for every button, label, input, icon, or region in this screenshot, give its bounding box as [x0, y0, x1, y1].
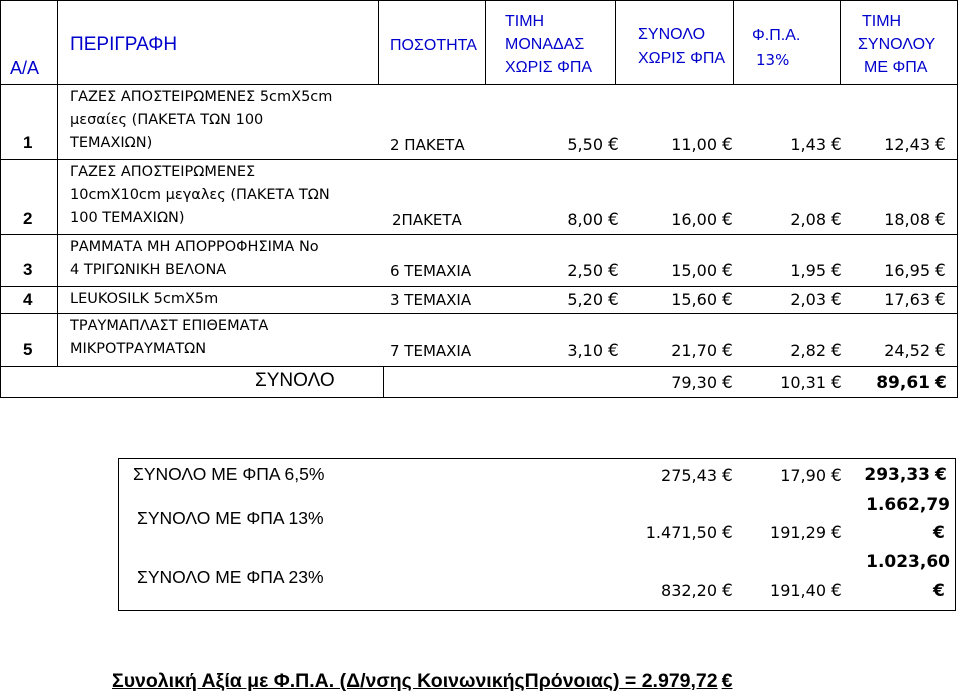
- summary-left-border: [118, 458, 119, 611]
- header-bottom-border: [0, 84, 957, 85]
- row-number: 4: [23, 290, 33, 309]
- euro-icon: €: [831, 466, 842, 486]
- euro-icon: €: [608, 290, 619, 310]
- summary-vat: 17,90: [780, 466, 826, 485]
- euro-icon: €: [608, 341, 619, 361]
- header-unit-price: ΤΙΜΗ ΜΟΝΑΔΑΣ ΧΩΡΙΣ ΦΠΑ: [505, 13, 593, 76]
- col-border: [0, 0, 1, 398]
- euro-icon: €: [722, 261, 733, 281]
- sum-total: 79,30: [671, 373, 717, 392]
- row-vat: 2,03: [790, 290, 826, 309]
- row-quantity: 2 ΠΑΚΕΤΑ: [390, 136, 465, 154]
- euro-icon: €: [831, 290, 842, 310]
- row-total: 11,00: [671, 135, 717, 154]
- euro-icon: €: [935, 373, 947, 393]
- row-quantity: 2ΠΑΚΕΤΑ: [392, 211, 462, 229]
- euro-icon: €: [935, 210, 946, 230]
- euro-icon: €: [722, 523, 733, 543]
- row-number: 5: [23, 340, 33, 359]
- euro-icon: €: [831, 135, 842, 155]
- euro-icon: €: [608, 261, 619, 281]
- sum-label: ΣΥΝΟΛΟ: [255, 370, 335, 391]
- row-total: 15,60: [671, 290, 717, 309]
- row-description: LEUKOSILK 5cmX5m: [70, 291, 219, 307]
- sum-vat: 10,31: [780, 373, 826, 392]
- summary-label: ΣΥΝΟΛΟ ΜΕ ΦΠΑ 23%: [137, 567, 324, 587]
- row-vat: 1,95: [790, 261, 826, 280]
- row-unit-price: 8,00: [567, 210, 603, 229]
- header-total-with-vat: ΤΙΜΗ ΣΥΝΟΛΟΥ ΜΕ ΦΠΑ: [858, 13, 936, 76]
- row-grand-total: 16,95: [884, 261, 930, 280]
- euro-icon: €: [722, 466, 733, 486]
- header-description: ΠΕΡΙΓΡΑΦΗ: [70, 34, 178, 55]
- col-border: [378, 0, 379, 85]
- summary-top-border: [118, 458, 956, 459]
- table-top-border: [0, 0, 957, 1]
- euro-icon: €: [933, 523, 945, 543]
- euro-icon: €: [721, 670, 733, 692]
- summary-grand-total: 1.662,79: [866, 495, 950, 515]
- row-unit-price: 3,10: [567, 341, 603, 360]
- summary-label: ΣΥΝΟΛΟ ΜΕ ΦΠΑ 13%: [137, 508, 324, 528]
- euro-icon: €: [935, 341, 946, 361]
- col-border: [733, 0, 734, 85]
- row-description: ΓΑΖΕΣ ΑΠΟΣΤΕΙΡΩΜΕΝΕΣ 5cmX5cm μεσαίες (ΠΑΚΕΤΑ ΤΩΝ 100 ΤΕΜΑΧΙΩΝ): [70, 89, 333, 151]
- row-description: ΓΑΖΕΣ ΑΠΟΣΤΕΙΡΩΜΕΝΕΣ 10cmX10cm μεγαλες (ΠΑΚΕΤΑ ΤΩΝ 100 ΤΕΜΑΧΙΩΝ): [70, 164, 330, 226]
- row-description: ΡΑΜΜΑΤΑ ΜΗ ΑΠΟΡΡΟΦΗΣΙΜΑ No 4 ΤΡΙΓΩΝΙΚΗ ΒΕΛΟΝΑ: [70, 239, 319, 278]
- row-unit-price: 5,20: [567, 290, 603, 309]
- row-border: [0, 366, 957, 367]
- summary-total: 275,43: [661, 466, 717, 485]
- row-number: 1: [23, 133, 33, 152]
- summary-grand-total: 1.023,60: [866, 552, 950, 572]
- header-quantity: ΠΟΣΟΤΗΤΑ: [390, 37, 477, 54]
- row-vat: 2,08: [790, 210, 826, 229]
- euro-icon: €: [831, 523, 842, 543]
- table-bottom-border: [0, 397, 957, 398]
- summary-total: 832,20: [661, 581, 717, 600]
- row-quantity: 7 ΤΕΜΑΧΙΑ: [390, 342, 472, 360]
- euro-icon: €: [722, 135, 733, 155]
- row-total: 15,00: [671, 261, 717, 280]
- euro-icon: €: [935, 261, 946, 281]
- euro-icon: €: [831, 581, 842, 601]
- row-grand-total: 18,08: [884, 210, 930, 229]
- row-grand-total: 24,52: [884, 341, 930, 360]
- summary-vat: 191,40: [770, 581, 826, 600]
- euro-icon: €: [722, 210, 733, 230]
- euro-icon: €: [608, 135, 619, 155]
- row-border: [0, 234, 957, 235]
- row-quantity: 6 ΤΕΜΑΧΙΑ: [390, 262, 472, 280]
- col-border: [57, 0, 58, 367]
- euro-icon: €: [935, 135, 946, 155]
- sum-grand-total: 89,61: [876, 373, 930, 393]
- summary-right-border: [955, 458, 956, 611]
- row-unit-price: 2,50: [567, 261, 603, 280]
- col-border: [840, 0, 841, 85]
- col-border: [383, 367, 384, 398]
- row-quantity: 3 ΤΕΜΑΧΙΑ: [390, 291, 472, 309]
- row-border: [0, 313, 957, 314]
- euro-icon: €: [722, 581, 733, 601]
- row-border: [0, 159, 957, 160]
- summary-grand-total: 293,33: [864, 465, 930, 485]
- euro-icon: €: [935, 465, 947, 485]
- header-aa: Α/Α: [10, 58, 40, 78]
- euro-icon: €: [831, 373, 842, 393]
- euro-icon: €: [722, 341, 733, 361]
- row-grand-total: 12,43: [884, 135, 930, 154]
- header-total-no-vat: ΣΥΝΟΛΟ ΧΩΡΙΣ ΦΠΑ: [638, 26, 726, 67]
- row-border: [0, 286, 957, 287]
- euro-icon: €: [722, 373, 733, 393]
- summary-label: ΣΥΝΟΛΟ ΜΕ ΦΠΑ 6,5%: [133, 464, 325, 484]
- euro-icon: €: [933, 581, 945, 601]
- row-number: 3: [23, 260, 33, 279]
- row-description: ΤΡΑΥΜΑΠΛΑΣΤ ΕΠΙΘΕΜΑΤΑ ΜΙΚΡΟΤΡΑΥΜΑΤΩΝ: [70, 318, 269, 357]
- euro-icon: €: [608, 210, 619, 230]
- summary-total: 1.471,50: [645, 523, 717, 542]
- summary-bottom-border: [118, 610, 956, 611]
- row-grand-total: 17,63: [884, 290, 930, 309]
- euro-icon: €: [831, 210, 842, 230]
- euro-icon: €: [722, 290, 733, 310]
- row-total: 21,70: [671, 341, 717, 360]
- grand-total-footer: Συνολική Αξία με Φ.Π.Α. (Δ/νσης ΚοινωνικήςΠρόνοιας) = 2.979,72 €: [112, 670, 733, 692]
- col-border: [485, 0, 486, 85]
- row-unit-price: 5,50: [567, 135, 603, 154]
- euro-icon: €: [831, 261, 842, 281]
- summary-vat: 191,29: [770, 523, 826, 542]
- col-border: [957, 0, 958, 398]
- row-total: 16,00: [671, 210, 717, 229]
- euro-icon: €: [831, 341, 842, 361]
- row-vat: 2,82: [790, 341, 826, 360]
- row-vat: 1,43: [790, 135, 826, 154]
- header-vat: Φ.Π.Α. 13%: [752, 27, 801, 69]
- euro-icon: €: [935, 290, 946, 310]
- col-border: [615, 0, 616, 85]
- row-number: 2: [23, 209, 33, 228]
